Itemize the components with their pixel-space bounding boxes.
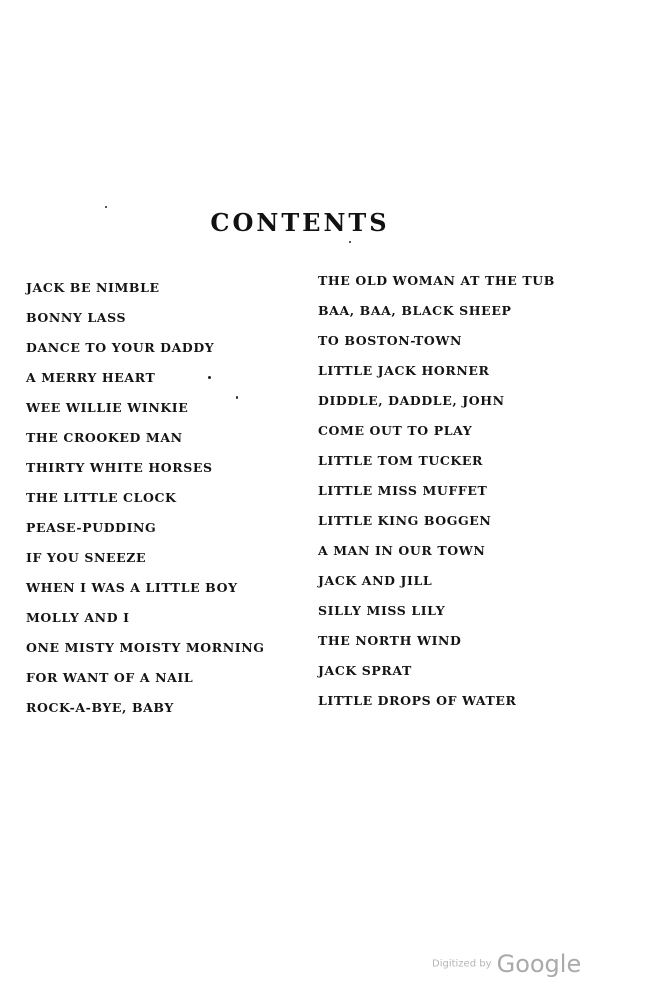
contents-entry: JACK AND JILL (318, 573, 433, 588)
scan-speck (208, 376, 211, 379)
scan-speck (105, 206, 107, 208)
contents-right-column (318, 266, 618, 716)
contents-entry: LITTLE DROPS OF WATER (318, 693, 517, 708)
google-logo-text: Google (496, 950, 582, 978)
contents-entry: LITTLE TOM TUCKER (318, 453, 483, 468)
contents-entry: FOR WANT OF A NAIL (26, 670, 194, 685)
contents-entry: THE LITTLE CLOCK (26, 490, 177, 505)
scan-speck (236, 396, 238, 399)
contents-left-column (26, 273, 296, 723)
contents-entry: LITTLE MISS MUFFET (318, 483, 488, 498)
contents-entry: THE OLD WOMAN AT THE TUB (318, 273, 555, 288)
page-title: CONTENTS (210, 208, 390, 237)
contents-entry: JACK SPRAT (318, 663, 412, 678)
contents-entry: WEE WILLIE WINKIE (26, 400, 189, 415)
contents-entry: SILLY MISS LILY (318, 603, 446, 618)
contents-entry: BONNY LASS (26, 310, 127, 325)
google-digitized-watermark (432, 950, 581, 978)
contents-entry: MOLLY AND I (26, 610, 130, 625)
watermark-prefix: Digitized by (432, 958, 492, 970)
contents-entry: THIRTY WHITE HORSES (26, 460, 213, 475)
contents-entry: LITTLE JACK HORNER (318, 363, 490, 378)
contents-entry: JACK BE NIMBLE (26, 280, 160, 295)
contents-entry: ROCK-A-BYE, BABY (26, 700, 174, 715)
contents-entry: THE NORTH WIND (318, 633, 462, 648)
contents-entry: DIDDLE, DADDLE, JOHN (318, 393, 505, 408)
contents-entry: A MAN IN OUR TOWN (318, 543, 486, 558)
contents-entry: IF YOU SNEEZE (26, 550, 147, 565)
contents-entry: COME OUT TO PLAY (318, 423, 473, 438)
contents-entry: PEASE-PUDDING (26, 520, 157, 535)
contents-entry: A MERRY HEART (26, 370, 156, 385)
contents-entry: TO BOSTON-TOWN (318, 333, 463, 348)
contents-entry: BAA, BAA, BLACK SHEEP (318, 303, 512, 318)
contents-entry: LITTLE KING BOGGEN (318, 513, 492, 528)
scan-speck (349, 241, 351, 243)
contents-entry: THE CROOKED MAN (26, 430, 183, 445)
contents-entry: WHEN I WAS A LITTLE BOY (26, 580, 238, 595)
contents-entry: DANCE TO YOUR DADDY (26, 340, 215, 355)
contents-entry: ONE MISTY MOISTY MORNING (26, 640, 265, 655)
